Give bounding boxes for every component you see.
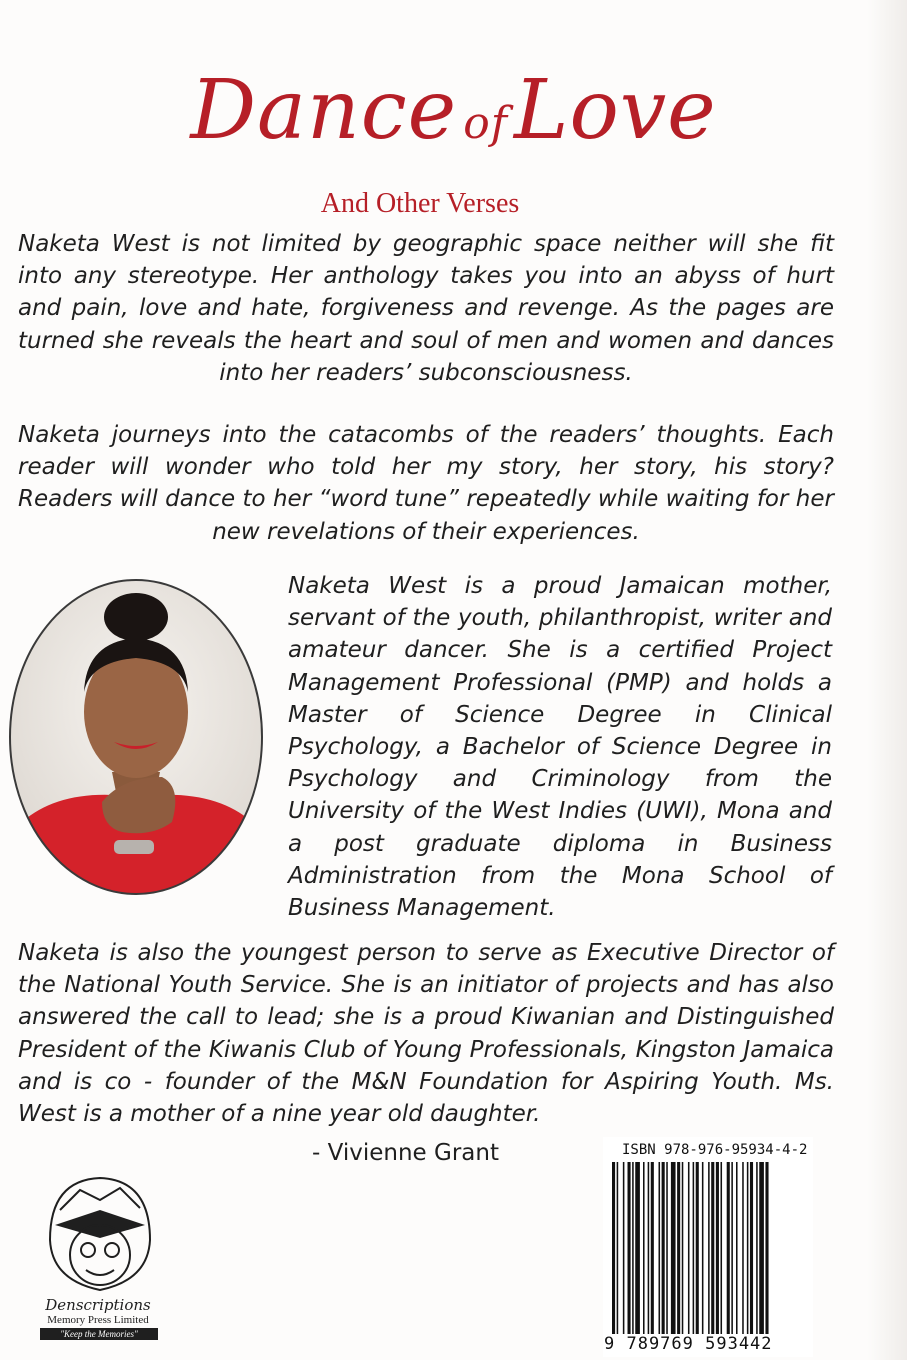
book-subtitle: And Other Verses (320, 188, 520, 219)
publisher-tagline: "Keep the Memories" (40, 1328, 158, 1340)
isbn-label: ISBN 978-976-95934-4-2 (622, 1142, 808, 1158)
blurb-paragraph-2: Naketa journeys into the catacombs of the readers’ thoughts. Each reader will wonder who told her my story, her story, his story? Readers will dance to her “word tune” repeatedly while waiting for her new revelations of their experiences. (18, 422, 834, 545)
barcode-digits: 9 789769 593442 (604, 1334, 773, 1354)
author-portrait (2, 572, 270, 902)
signature: - Vivienne Grant (312, 1140, 499, 1166)
blurb-paragraph-1: Naketa West is not limited by geographic space neither will she fit into any stereotype. Her anthology takes you into an abyss of hurt and pain, love and hate, forgiveness and revenge. As the pages are turned she reveals the heart and soul of men and women and dances into her readers’ subconsciousness. (18, 231, 834, 386)
publisher-name: Denscriptions (45, 1296, 151, 1314)
page-edge-shade (867, 0, 907, 1360)
title-word-dance: Dance (190, 63, 458, 158)
barcode-icon (612, 1162, 810, 1334)
title-word-of: of (463, 98, 508, 149)
book-title (0, 62, 907, 160)
blurb-paragraph-4: Naketa is also the youngest person to serve as Executive Director of the National Youth Service. She is an initiator of projects and has also answered the call to lead; she is a proud Kiwanian and Distinguished President of the Kiwanis Club of Young Professionals, Kingston Jamaica and is co - founder of the M&N Foundation for Aspiring Youth. Ms. West is a mother of a nine year old daughter. (18, 940, 834, 1128)
title-word-love: Love (514, 63, 717, 158)
author-bio: Naketa West is a proud Jamaican mother, servant of the youth, philanthropist, writer and amateur dancer. She is a certified Project Management Professional (PMP) and holds a Master of Science Degree in Clinical Psychology, a Bachelor of Science Degree in Psychology and Criminology from the University of the West Indies (UWI), Mona and a post graduate diploma in Business Administration from the Mona School of Business Management. (288, 573, 832, 922)
publisher-press: Memory Press Limited (47, 1314, 149, 1326)
